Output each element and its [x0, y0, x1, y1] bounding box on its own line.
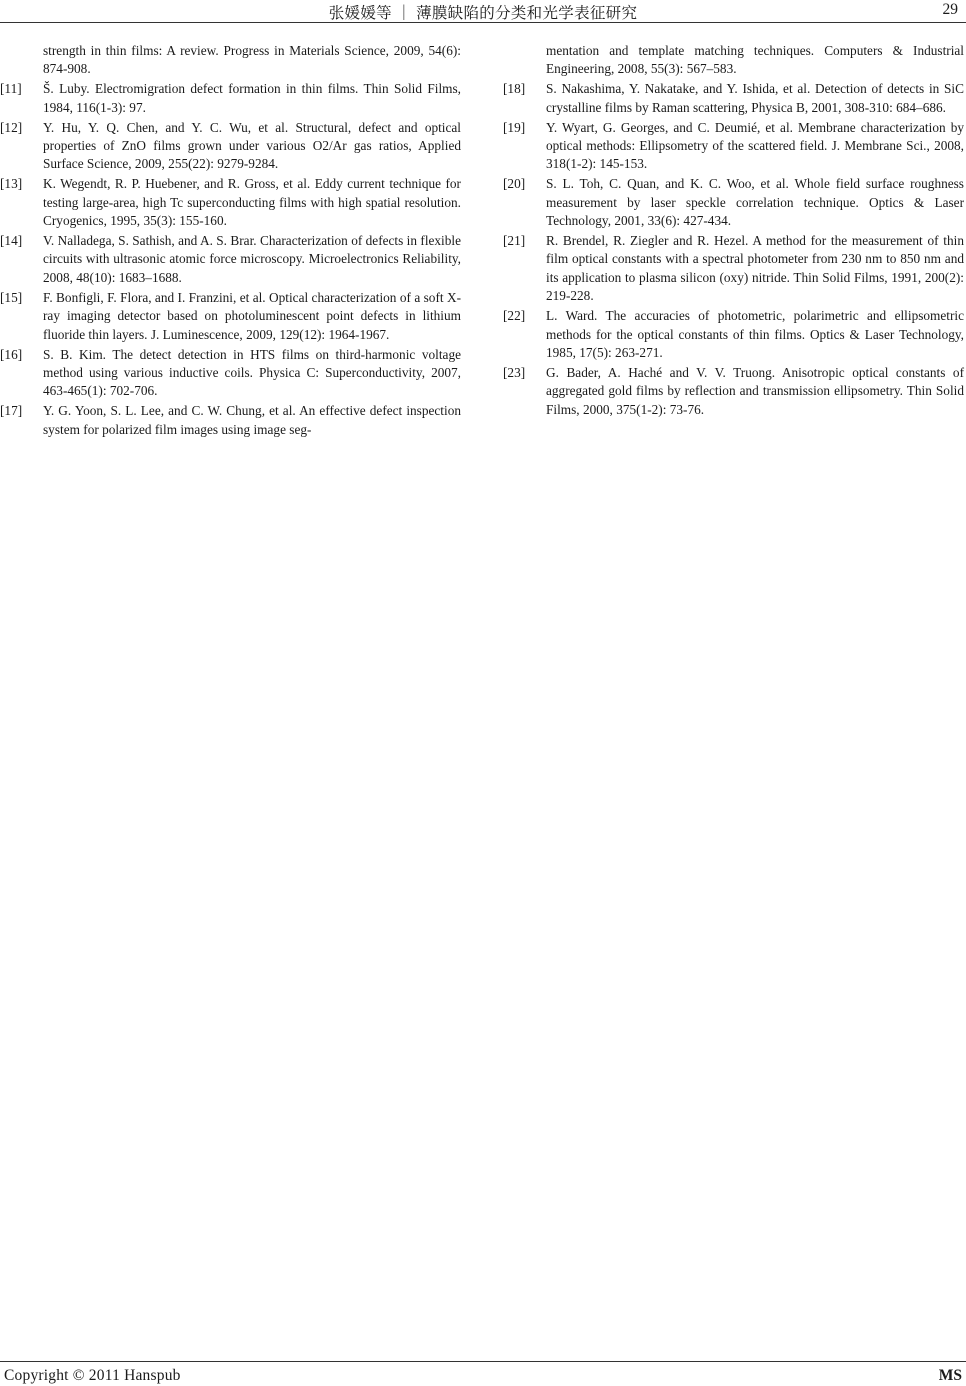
reference-number: [14] [0, 233, 23, 249]
reference-text: G. Bader, A. Haché and V. V. Truong. Anisotropic optical constants of aggregated gold films by reflection and transmission ellipsometry. Thin Solid Films, 2000, 375(1-2): 73-76. [546, 364, 964, 417]
reference-item [0, 289, 461, 344]
reference-number: [13] [0, 176, 23, 192]
reference-number: [12] [0, 119, 23, 135]
reference-text: R. Brendel, R. Ziegler and R. Hezel. A method for the measurement of thin film optical constants with a spectral photometer from 230 nm to 850 nm and its application to plasma silicon (oxy) nitride. Thin Solid Films, 1991, 200(2): 219-228. [546, 233, 964, 304]
reference-number: [18] [503, 81, 526, 97]
reference-number: [20] [503, 176, 526, 192]
reference-number: [21] [503, 233, 526, 249]
copyright-notice: Copyright © 2011 Hanspub [4, 1367, 181, 1384]
reference-item [0, 80, 461, 117]
reference-item [503, 119, 964, 174]
reference-text: Š. Luby. Electromigration defect formation in thin films. Thin Solid Films, 1984, 116(1-3): 97. [43, 81, 461, 115]
reference-number: [22] [503, 308, 526, 324]
running-title: 张媛媛等 ｜ 薄膜缺陷的分类和光学表征研究 [328, 5, 638, 22]
reference-item [0, 402, 461, 439]
reference-text: strength in thin films: A review. Progress in Materials Science, 2009, 54(6): 874-908. [43, 43, 461, 77]
reference-text: S. B. Kim. The detect detection in HTS films on third-harmonic voltage method using various inductive coils. Physica C: Superconductivity, 2007, 463-465(1): 702-706. [43, 346, 461, 399]
page-number: 29 [942, 1, 958, 18]
reference-text: Y. Wyart, G. Georges, and C. Deumié, et al. Membrane characterization by optical methods: Ellipsometry of the scattered field. J. Membrane Sci., 2008, 318(1-2): 145-153. [546, 119, 964, 172]
reference-text: K. Wegendt, R. P. Huebener, and R. Gross, et al. Eddy current technique for testing large-area, high Tc superconducting films with high spatial resolution. Cryogenics, 1995, 35(3): 155-160. [43, 176, 461, 229]
reference-item [0, 232, 461, 287]
reference-item [503, 307, 964, 362]
page-header [0, 0, 966, 23]
reference-text: L. Ward. The accuracies of photometric, polarimetric and ellipsometric methods for the optical constants of thin films. Optics & Laser Technology, 1985, 17(5): 263-271. [546, 308, 964, 360]
reference-continuation [503, 42, 964, 79]
reference-number: [19] [503, 119, 526, 135]
reference-number: [16] [0, 346, 23, 362]
page-footer [0, 1361, 966, 1382]
journal-abbreviation: MS [938, 1367, 962, 1384]
reference-number: [23] [503, 364, 526, 380]
left-column [0, 42, 461, 441]
reference-item [0, 119, 461, 174]
reference-item [503, 364, 964, 419]
reference-item [0, 175, 461, 230]
reference-text: V. Nalladega, S. Sathish, and A. S. Brar. Characterization of defects in flexible circuits with ultrasonic atomic force microscopy. Microelectronics Reliability, 2008, 48(10): 1683–1688. [43, 233, 461, 285]
reference-text: F. Bonfigli, F. Flora, and I. Franzini, et al. Optical characterization of a soft X-ray imaging detector based on photoluminescent point defects in lithium fluoride thin layers. J. Luminescence, 2009, 129(12): 1964-1967. [43, 289, 461, 342]
reference-text: Y. Hu, Y. Q. Chen, and Y. C. Wu, et al. Structural, defect and optical properties of ZnO films grown under various O2/Ar gas ratios, Applied Surface Science, 2009, 255(22): 9279-9284. [43, 119, 461, 172]
reference-item [0, 346, 461, 401]
reference-number: [17] [0, 403, 23, 419]
reference-item [503, 175, 964, 230]
reference-text: S. L. Toh, C. Quan, and K. C. Woo, et al. Whole field surface roughness measurement by laser speckle correlation technique. Optics & Laser Technology, 2001, 33(6): 427-434. [546, 176, 964, 229]
reference-text: mentation and template matching techniques. Computers & Industrial Engineering, 2008, 55(3): 567–583. [546, 43, 964, 77]
reference-item [503, 80, 964, 117]
reference-continuation [0, 42, 461, 79]
right-column [503, 42, 964, 421]
reference-text: S. Nakashima, Y. Nakatake, and Y. Ishida, et al. Detection of detects in SiC crystalline films by Raman scattering, Physica B, 2001, 308-310: 684–686. [546, 81, 964, 115]
reference-text: Y. G. Yoon, S. L. Lee, and C. W. Chung, et al. An effective defect inspection system for polarized film images using image seg- [43, 403, 461, 437]
reference-number: [15] [0, 289, 23, 305]
reference-item [503, 232, 964, 306]
reference-number: [11] [0, 81, 22, 97]
